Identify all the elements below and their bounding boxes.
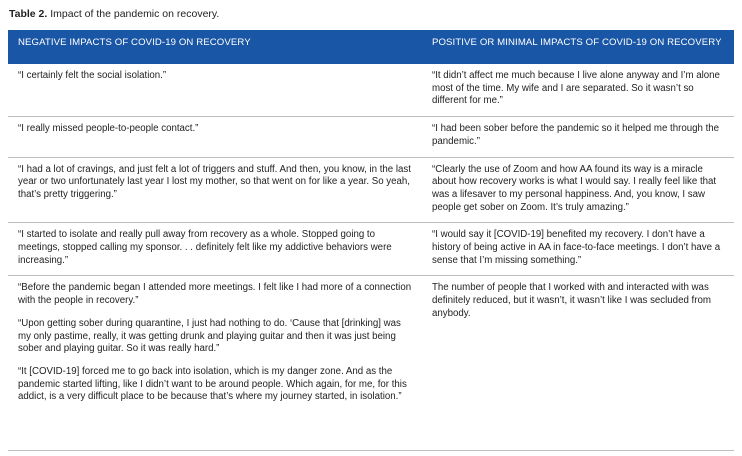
impact-table [8,30,734,412]
table-row [8,117,734,157]
table-bottom-rule [8,450,734,451]
negative-quote: “I really missed people-to-people contact.” [18,123,199,135]
positive-cell: “I would say it [COVID-19] benefited my recovery. I don’t have a history of being active in AA in face-to-face meetings. I don’t have a sense that I’m missing something.” [422,223,734,276]
positive-cell: The number of people that I worked with and interacted with was definitely reduced, but it wasn’t, it wasn’t like I was secluded from anybody. [432,282,711,319]
negative-quote: “Before the pandemic began I attended more meetings. I felt like I had more of a connection with the people in recovery.” [18,282,412,307]
header-negative: NEGATIVE IMPACTS OF COVID-19 ON RECOVERY [8,30,422,64]
positive-cell: “Clearly the use of Zoom and how AA found its way is a miracle about how recovery works is what I would say. I really feel like that was a lifesaver to my personal happiness. And, you know, I saw people get sober on Zoom. It’s truly amazing.” [422,157,734,223]
positive-cell: “I had been sober before the pandemic so it helped me through the pandemic.” [422,117,734,157]
negative-cell [8,117,422,157]
negative-quote: “Upon getting sober during quarantine, I just had nothing to do. ‘Cause that [drinking] was my only pastime, really, it was getting drunk and playing guitar and then it was just being sober and playing guitar. So it was really hard.” [18,317,401,355]
negative-quote: “It [COVID-19] forced me to go back into isolation, which is my danger zone. And as the pandemic started lifting, like I didn’t want to be around people. Which again, for me, for this addict, is a very difficult place to be because that’s where my journey started, in isolation.” [18,365,407,403]
negative-cell [8,157,422,223]
table-title: Impact of the pandemic on recovery. [50,8,220,20]
negative-quote: “I had a lot of cravings, and just felt a lot of triggers and stuff. And then, you know, in the last year or two unfortunately last year I lost my mother, so that went on for like a year. So yeah, that’s pretty triggering.” [18,163,411,200]
negative-cell [8,223,422,276]
table-row [8,64,734,117]
table-caption [9,7,219,21]
table-row [8,223,734,276]
table-header-row [8,30,734,64]
positive-cell: “It didn’t affect me much because I live alone anyway and I’m alone most of the time. My wife and I are separated. So it wasn’t so different for me.” [422,64,734,117]
negative-quote: “I started to isolate and really pull away from recovery as a whole. Stopped going to meetings, stopped calling my sponsor. . . definitely felt like my addictive behaviors were increasing.” [18,229,392,266]
negative-cell [8,64,422,117]
table-row [8,157,734,223]
negative-cell [8,276,422,412]
table-label: Table 2. [9,8,48,20]
negative-quote: “I certainly felt the social isolation.” [18,70,167,81]
header-positive: POSITIVE OR MINIMAL IMPACTS OF COVID-19 ON RECOVERY [422,30,734,64]
table-row [8,276,734,412]
